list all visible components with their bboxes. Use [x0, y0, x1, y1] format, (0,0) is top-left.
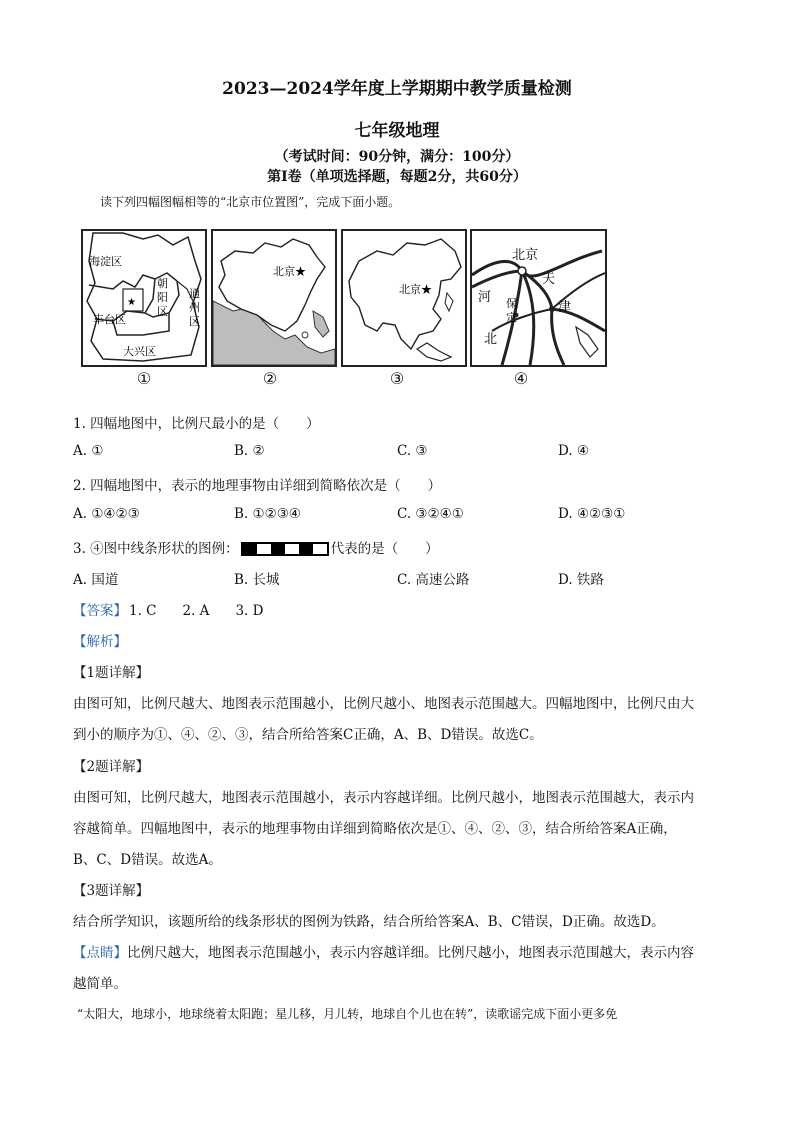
- question-1-stem: 1. 四幅地图中，比例尺最小的是（ ）: [73, 416, 320, 432]
- question-2-option-c: C. ③②④①: [397, 506, 464, 522]
- chaoyang-label-2: 阳: [157, 292, 168, 304]
- tip-line-1: [73, 941, 694, 961]
- tianjin-label-1: 天: [542, 271, 556, 286]
- answer-2: 2. A: [182, 603, 210, 619]
- question-3-stem-before: 3. ④图中线条形状的图例：: [73, 541, 239, 557]
- daxing-label: 大兴区: [123, 346, 156, 358]
- haidian-label: 海淀区: [89, 256, 122, 268]
- question-3-option-c: C. 高速公路: [397, 572, 470, 588]
- detail-3-line-1: 结合所学知识，该题所给的线条形状的图例为铁路，结合所给答案A、B、C错误，D正确。故选D。: [73, 914, 665, 930]
- tip-line-2: 越简单。: [73, 976, 127, 992]
- map-number-1: ①: [136, 369, 152, 388]
- answer-label: 【答案】: [73, 603, 127, 619]
- intro-text: 读下列四幅图幅相等的“北京市位置图”，完成下面小题。: [100, 195, 401, 209]
- question-1-option-b: B. ②: [234, 443, 265, 459]
- question-1-option-a: A. ①: [73, 443, 104, 459]
- question-3-stem: [73, 537, 439, 557]
- beijing-label-map3: 北京★: [399, 284, 432, 296]
- analysis-label: 【解析】: [73, 634, 127, 650]
- railway-legend-icon: [241, 542, 329, 556]
- question-3-stem-after: 代表的是（ ）: [330, 541, 439, 557]
- map-beijing-asia: [341, 229, 467, 367]
- tip-label: 【点睛】: [73, 945, 127, 961]
- detail-1-line-1: 由图可知，比例尺越大、地图表示范围越小，比例尺越小、地图表示范围越大。四幅地图中，比例尺由大: [73, 696, 694, 712]
- question-2-option-b: B. ①②③④: [234, 506, 301, 522]
- detail-2-line-3: B、C、D错误。故选A。: [73, 852, 222, 868]
- chaoyang-label-3: 区: [157, 306, 168, 318]
- detail-1-line-2: 到小的顺序为①、④、②、③，结合所给答案C正确，A、B、D错误。故选C。: [73, 727, 543, 743]
- map-beijing-china: [211, 229, 337, 367]
- beijing-label-map4: 北京: [512, 247, 539, 262]
- capital-star-icon: ★: [127, 297, 136, 308]
- hebei-label-1: 河: [478, 289, 492, 304]
- question-3-option-d: D. 铁路: [558, 572, 604, 588]
- map-beijing-region: [470, 229, 607, 367]
- hebei-label-2: 北: [484, 331, 498, 346]
- detail-3-heading: 【3题详解】: [73, 883, 150, 899]
- question-3-option-a: A. 国道: [73, 572, 119, 588]
- detail-1-heading: 【1题详解】: [73, 665, 150, 681]
- subject-title: 七年级地理: [354, 121, 440, 141]
- detail-2-line-2: 容越简单。四幅地图中，表示的地理事物由详细到简略依次是①、④、②、③，结合所给答案A正确，: [73, 821, 677, 837]
- detail-2-heading: 【2题详解】: [73, 759, 150, 775]
- question-1-option-c: C. ③: [397, 443, 428, 459]
- section-title: 第Ⅰ卷（单项选择题，每题2分，共60分）: [267, 169, 527, 185]
- question-2-option-d: D. ④②③①: [558, 506, 626, 522]
- tianjin-label-2: 津: [558, 299, 572, 314]
- exam-info: （考试时间：90分钟，满分：100分）: [274, 149, 520, 165]
- map-number-4: ④: [513, 369, 529, 388]
- detail-2-line-1: 由图可知，比例尺越大，地图表示范围越小，表示内容越详细。比例尺越小，地图表示范围越大，表示内: [73, 790, 694, 806]
- next-intro-text: “太阳大，地球小，地球绕着太阳跑；星儿移，月儿转，地球自个儿也在转”，读歌谣完成下面小更多免: [77, 1007, 618, 1021]
- map-number-3: ③: [389, 369, 405, 388]
- map-beijing-districts: [81, 229, 207, 367]
- question-2-stem: 2. 四幅地图中，表示的地理事物由详细到简略依次是（ ）: [73, 478, 442, 494]
- tip-text-1: 比例尺越大，地图表示范围越小，表示内容越详细。比例尺越小，地图表示范围越大，表示内容: [127, 945, 694, 961]
- question-1-option-d: D. ④: [558, 443, 590, 459]
- tongzhou-label-3: 区: [189, 316, 200, 328]
- beijing-label-map2: 北京★: [273, 266, 306, 278]
- baoding-label-1: 保: [506, 298, 517, 310]
- map-number-2: ②: [262, 369, 278, 388]
- exam-title: 2023—2024学年度上学期期中教学质量检测: [222, 79, 572, 99]
- question-3-option-b: B. 长城: [234, 572, 280, 588]
- answer-1: 1. C: [129, 603, 157, 619]
- question-2-option-a: A. ①④②③: [73, 506, 140, 522]
- tongzhou-label-1: 通: [189, 288, 200, 300]
- tongzhou-label-2: 州: [189, 302, 200, 314]
- fengtai-label: 丰台区: [93, 314, 126, 326]
- chaoyang-label-1: 朝: [157, 278, 168, 290]
- answer-line: [73, 599, 263, 619]
- baoding-label-2: 定: [506, 312, 517, 324]
- answer-3: 3. D: [235, 603, 264, 619]
